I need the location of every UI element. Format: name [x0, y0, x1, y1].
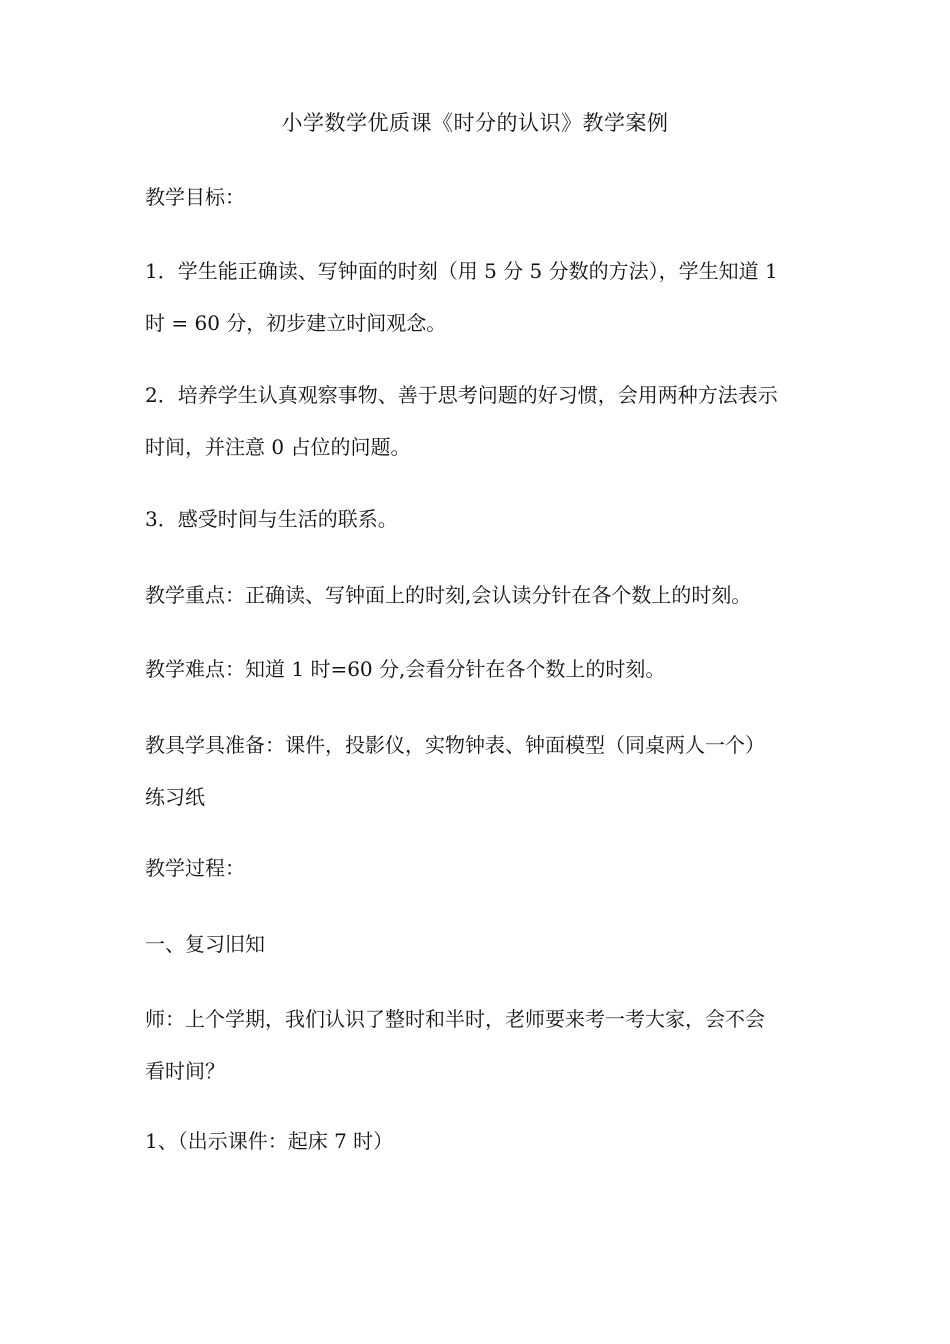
document-title: 小学数学优质课《时分的认识》教学案例	[281, 111, 669, 135]
key-point: 教学重点：正确读、写钟面上的时刻,会认读分针在各个数上的时刻。	[145, 583, 752, 607]
objective-2-line-2: 时间，并注意 0 占位的问题。	[145, 435, 411, 459]
objective-1-line-2: 时 = 60 分，初步建立时间观念。	[145, 311, 447, 335]
objective-2-line-1: 2．培养学生认真观察事物、善于思考问题的好习惯，会用两种方法表示	[145, 383, 778, 407]
teacher-quote	[145, 993, 820, 1097]
materials-line-1: 教具学具准备：课件，投影仪，实物钟表、钟面模型（同桌两人一个）	[145, 733, 765, 757]
objective-1	[145, 245, 820, 349]
objective-2	[145, 369, 820, 473]
materials-line-2: 练习纸	[145, 785, 205, 809]
difficulty: 教学难点：知道 1 时=60 分,会看分针在各个数上的时刻。	[145, 657, 666, 681]
section-1-heading: 一、复习旧知	[145, 932, 265, 956]
materials	[145, 719, 820, 823]
teacher-quote-line-2: 看时间？	[145, 1059, 225, 1083]
objective-1-line-1: 1．学生能正确读、写钟面的时刻（用 5 分 5 分数的方法），学生知道 1	[145, 259, 778, 283]
step-1: 1、（出示课件：起床 7 时）	[145, 1129, 394, 1153]
objectives-heading: 教学目标：	[145, 185, 245, 209]
teacher-quote-line-1: 师：上个学期，我们认识了整时和半时，老师要来考一考大家，会不会	[145, 1007, 765, 1031]
objective-3: 3．感受时间与生活的联系。	[145, 507, 398, 531]
process-heading: 教学过程：	[145, 856, 245, 880]
